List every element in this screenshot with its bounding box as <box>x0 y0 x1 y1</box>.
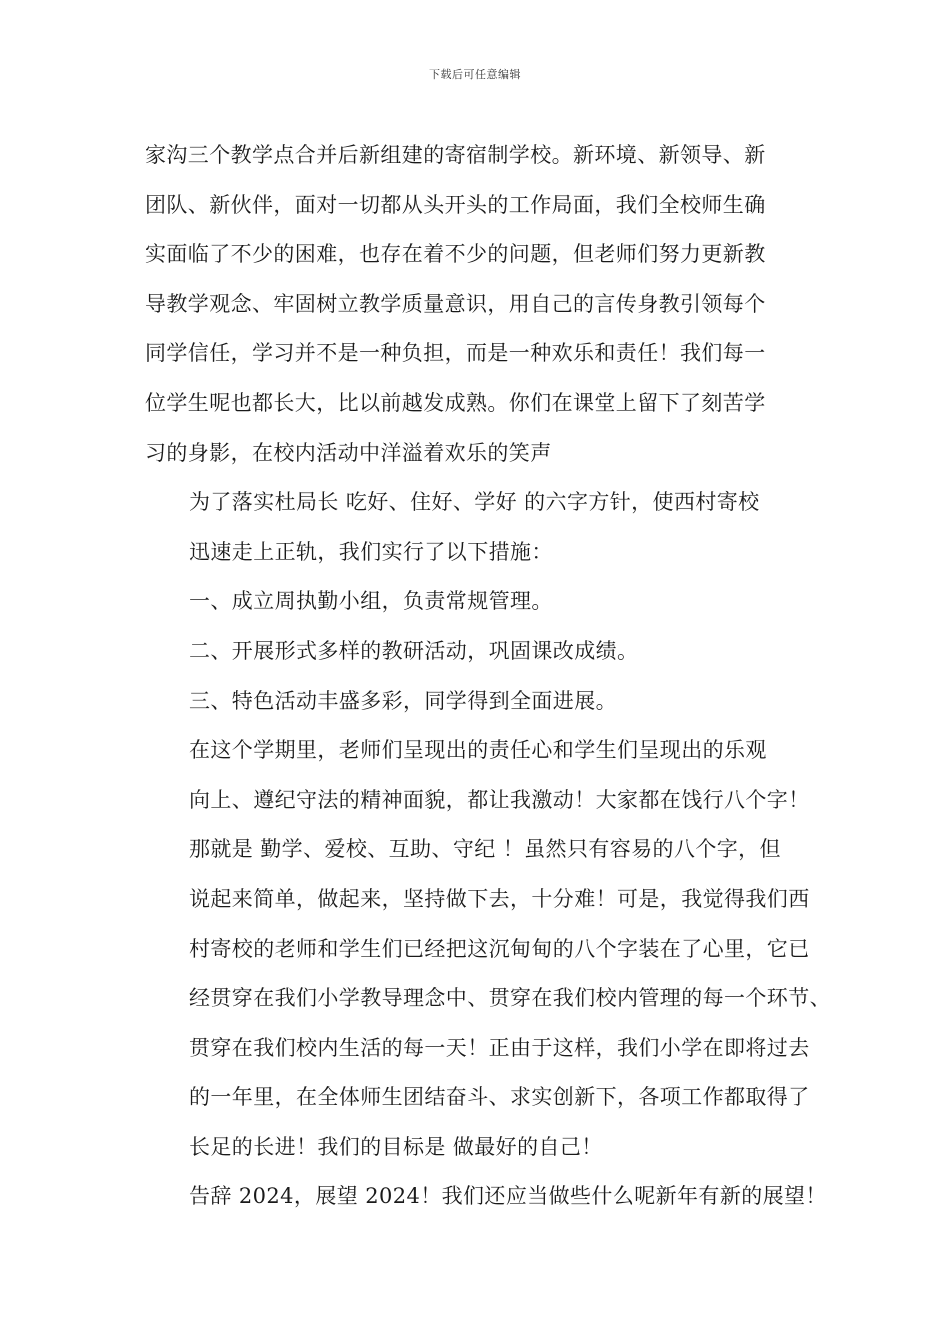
text-line: 在这个学期里，老师们呈现出的责任心和学生们呈现出的乐观 <box>189 738 767 763</box>
page-header-note: 下载后可任意编辑 <box>429 68 521 81</box>
text-line: 实面临了不少的困难，也存在着不少的问题，但老师们努力更新教 <box>145 242 766 267</box>
text-line: 的一年里，在全体师生团结奋斗、求实创新下，各项工作都取得了 <box>189 1085 810 1110</box>
paragraph <box>145 726 835 1172</box>
text-line: 那就是 勤学、爱校、互助、守纪 ！虽然只有容易的八个字，但 <box>189 837 781 862</box>
text-line: 二、开展形式多样的教研活动，巩固课改成绩。 <box>189 638 639 663</box>
text-line: 习的身影，在校内活动中洋溢着欢乐的笑声 <box>145 440 552 465</box>
document-body <box>145 131 835 1222</box>
paragraph <box>145 577 835 627</box>
paragraph <box>145 478 835 577</box>
paragraph <box>145 1172 835 1222</box>
text-line: 长足的长进！我们的目标是 做最好的自己！ <box>189 1134 603 1159</box>
text-line: 说起来简单，做起来，坚持做下去，十分难！可是，我觉得我们西 <box>189 886 810 911</box>
text-line: 村寄校的老师和学生们已经把这沉甸甸的八个字装在了心里，它已 <box>189 936 810 961</box>
text-line: 团队、新伙伴，面对一切都从头开头的工作局面，我们全校师生确 <box>145 192 766 217</box>
text-line: 向上、遵纪守法的精神面貌，都让我激动！大家都在饯行八个字！ <box>189 787 810 812</box>
paragraph <box>145 131 835 478</box>
text-line: 导教学观念、牢固树立教学质量意识，用自己的言传身教引领每个 <box>145 291 766 316</box>
text-line: 位学生呢也都长大，比以前越发成熟。你们在课堂上留下了刻苦学 <box>145 390 766 415</box>
text-line: 为了落实杜局长 吃好、住好、学好 的六字方针，使西村寄校 <box>189 490 760 515</box>
text-line: 三、特色活动丰盛多彩，同学得到全面进展。 <box>189 688 617 713</box>
text-line: 迅速走上正轨，我们实行了以下措施： <box>189 539 553 564</box>
text-line: 同学信任，学习并不是一种负担，而是一种欢乐和责任！我们每一 <box>145 341 766 366</box>
text-line: 贯穿在我们校内生活的每一天！正由于这样，我们小学在即将过去 <box>189 1035 810 1060</box>
text-line: 家沟三个教学点合并后新组建的寄宿制学校。新环境、新领导、新 <box>145 143 766 167</box>
paragraph <box>145 677 835 727</box>
text-line: 告辞 2024，展望 2024！我们还应当做些什么呢新年有新的展望！ <box>189 1184 827 1209</box>
text-line: 一、成立周执勤小组，负责常规管理。 <box>189 589 553 614</box>
text-line: 经贯穿在我们小学教导理念中、贯穿在我们校内管理的每一个环节、 <box>189 986 831 1011</box>
paragraph <box>145 627 835 677</box>
